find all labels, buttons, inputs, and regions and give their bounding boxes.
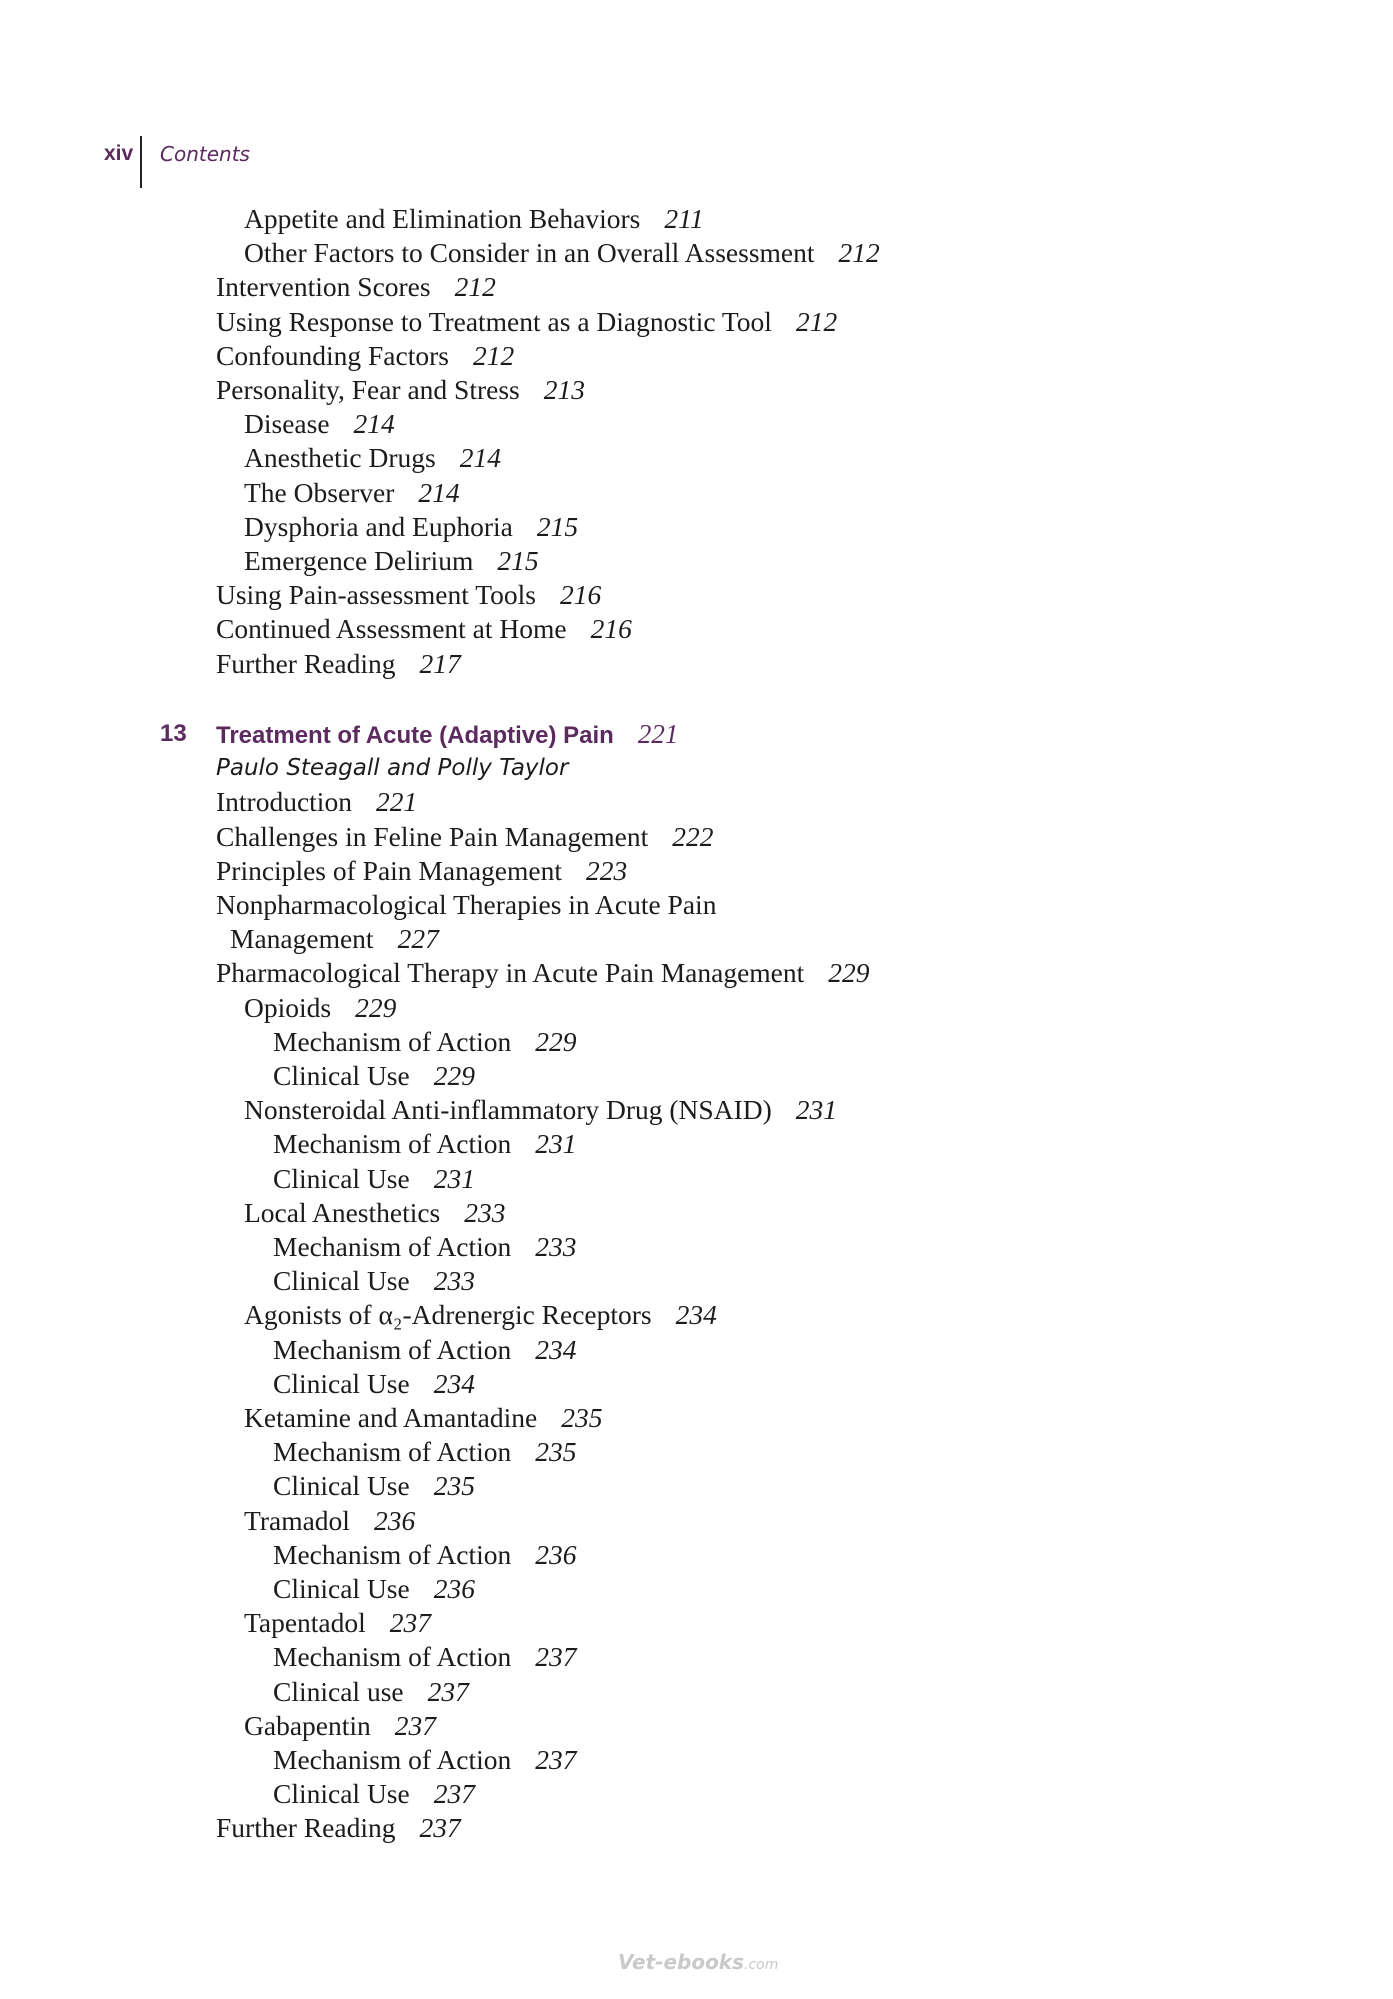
toc-entry-title: Challenges in Feline Pain Management (216, 820, 649, 852)
toc-entry-page: 237 (535, 1744, 577, 1775)
toc-entry[interactable] (216, 888, 716, 922)
toc-entry-page: 214 (418, 476, 460, 508)
toc-entry-page: 215 (497, 545, 539, 576)
toc-entry-title: Dysphoria and Euphoria (244, 510, 513, 542)
toc-entry-title: Tapentadol (244, 1607, 366, 1639)
toc-entry[interactable] (244, 1504, 415, 1538)
toc-entry-page: 211 (664, 203, 704, 234)
toc-entry[interactable] (216, 339, 514, 373)
toc-entry-title: Principles of Pain Management (216, 854, 562, 886)
toc-entry-title: Clinical Use (273, 1778, 410, 1810)
toc-entry-title: Clinical Use (273, 1060, 410, 1091)
toc-entry-title: Mechanism of Action (273, 1025, 512, 1057)
toc-entry[interactable] (216, 820, 714, 854)
chapter-page: 221 (637, 719, 679, 749)
toc-entry-title: Gabapentin (244, 1709, 371, 1741)
toc-entry-page: 215 (536, 510, 579, 542)
toc-entry-page: 236 (373, 1504, 416, 1536)
toc-entry-title: Tramadol (244, 1504, 350, 1536)
toc-entry-title: Agonists of α₂-Adrenergic Receptors (244, 1299, 652, 1331)
toc-entry-title: Management (230, 923, 374, 955)
toc-entry-title: Mechanism of Action (273, 1231, 512, 1262)
toc-entry-page: 229 (535, 1025, 577, 1057)
toc-entry-page: 234 (535, 1333, 577, 1365)
toc-entry-page: 237 (394, 1709, 437, 1741)
toc-entry-title: Nonsteroidal Anti-inflammatory Drug (NSAID) (244, 1094, 772, 1126)
page-number: xiv (104, 142, 134, 165)
toc-entry-title: Ketamine and Amantadine (244, 1402, 538, 1433)
toc-entry-title: Clinical Use (273, 1470, 410, 1502)
toc-entry-title: Using Response to Treatment as a Diagnostic Tool (216, 305, 772, 337)
toc-entry-page: 221 (375, 786, 418, 818)
toc-entry-page: 231 (433, 1162, 475, 1194)
toc-entry-title: Personality, Fear and Stress (216, 374, 520, 405)
toc-entry-page: 233 (433, 1265, 475, 1297)
toc-entry[interactable] (273, 1435, 577, 1469)
toc-entry-page: 237 (427, 1675, 469, 1707)
toc-entry-title: Local Anesthetics (244, 1196, 441, 1228)
toc-entry-page: 222 (672, 820, 714, 852)
toc-entry[interactable] (273, 1538, 577, 1572)
toc-entry-page: 236 (535, 1538, 577, 1570)
toc-entry-page: 236 (433, 1573, 475, 1604)
toc-entry[interactable] (230, 922, 439, 956)
toc-entry-title: Further Reading (216, 647, 396, 679)
toc-entry-title: Other Factors to Consider in an Overall Assessment (244, 237, 815, 269)
toc-entry[interactable] (273, 1675, 469, 1709)
toc-entry[interactable] (244, 1093, 837, 1127)
toc-entry-page: 213 (543, 374, 585, 405)
toc-entry-page: 235 (561, 1402, 603, 1433)
toc-entry[interactable] (273, 1777, 475, 1811)
toc-entry[interactable] (244, 510, 578, 544)
toc-entry-title: Mechanism of Action (273, 1333, 512, 1365)
chapter-title-text: Treatment of Acute (Adaptive) Pain (216, 722, 614, 749)
toc-entry-title: Using Pain-assessment Tools (216, 579, 536, 611)
toc-entry-page: 229 (433, 1060, 475, 1091)
toc-entry[interactable] (216, 373, 585, 407)
toc-entry-title: Disease (244, 408, 330, 440)
toc-entry-page: 212 (838, 237, 880, 269)
toc-entry[interactable] (216, 956, 870, 990)
toc-entry-title: Opioids (244, 991, 332, 1023)
toc-entry-title: Anesthetic Drugs (244, 442, 436, 474)
toc-entry[interactable] (244, 1606, 431, 1640)
toc-entry[interactable] (273, 1127, 577, 1161)
toc-entry[interactable] (244, 1709, 436, 1743)
toc-entry-page: 212 (795, 305, 838, 337)
toc-entry[interactable] (244, 236, 880, 270)
watermark-brand: Vet-ebooks (618, 1950, 745, 1974)
toc-entry-title: Intervention Scores (216, 271, 431, 303)
toc-entry-page: 237 (535, 1641, 577, 1673)
toc-entry-page: 216 (559, 579, 602, 611)
toc-entry-page: 212 (454, 271, 496, 303)
toc-entry-title: Introduction (216, 786, 352, 818)
toc-entry[interactable] (216, 270, 496, 304)
toc-entry-title: Nonpharmacological Therapies in Acute Pain (216, 889, 717, 920)
toc-entry-page: 212 (472, 339, 515, 371)
toc-entry[interactable] (273, 1162, 475, 1196)
toc-entry-title: Mechanism of Action (273, 1744, 512, 1775)
toc-entry[interactable] (216, 612, 632, 646)
toc-entry-page: 237 (419, 1812, 461, 1844)
toc-entry-title: Mechanism of Action (273, 1128, 512, 1160)
toc-entry-title: Confounding Factors (216, 339, 449, 371)
toc-entry[interactable] (216, 305, 837, 339)
toc-entry-page: 237 (389, 1607, 432, 1639)
toc-entry[interactable] (244, 1196, 506, 1230)
toc-entry-page: 229 (355, 991, 397, 1023)
toc-entry[interactable] (216, 647, 461, 681)
toc-entry[interactable] (216, 785, 417, 819)
toc-entry[interactable] (216, 854, 627, 888)
watermark-suffix: .com (744, 1957, 779, 1973)
toc-entry-title: Clinical Use (273, 1573, 410, 1604)
toc-entry-title: Pharmacological Therapy in Acute Pain Management (216, 957, 805, 989)
chapter-title[interactable] (216, 717, 678, 753)
toc-entry[interactable] (273, 1469, 475, 1503)
chapter-number: 13 (160, 720, 187, 747)
toc-entry[interactable] (273, 1059, 475, 1093)
toc-entry[interactable] (273, 1333, 577, 1367)
toc-entry-page: 216 (590, 613, 632, 645)
toc-entry-page: 214 (353, 408, 395, 440)
toc-entry-title: Emergence Delirium (244, 545, 474, 576)
toc-entry-title: Further Reading (216, 1812, 396, 1844)
toc-entry-page: 233 (464, 1196, 506, 1228)
toc-entry-title: The Observer (244, 476, 395, 508)
toc-entry-title: Clinical use (273, 1675, 404, 1707)
toc-entry[interactable] (273, 1264, 475, 1298)
toc-entry-title: Mechanism of Action (273, 1641, 512, 1673)
toc-entry-page: 231 (535, 1128, 577, 1160)
toc-entry-page: 235 (433, 1470, 475, 1502)
toc-entry[interactable] (244, 991, 396, 1025)
running-head: Contents (160, 142, 250, 166)
toc-entry-title: Continued Assessment at Home (216, 613, 567, 645)
toc-entry[interactable] (244, 407, 395, 441)
toc-entry-title: Mechanism of Action (273, 1538, 512, 1570)
toc-entry[interactable] (244, 476, 460, 510)
toc-entry-title: Clinical Use (273, 1162, 410, 1194)
toc-entry[interactable] (244, 202, 704, 236)
toc-entry-page: 229 (828, 957, 870, 989)
toc-entry-title: Appetite and Elimination Behaviors (244, 203, 641, 234)
toc-entry-page: 227 (397, 923, 439, 955)
toc-entry[interactable] (273, 1025, 577, 1059)
toc-entry[interactable] (244, 1401, 603, 1435)
toc-entry-page: 234 (675, 1299, 717, 1331)
toc-entry-page: 237 (433, 1778, 475, 1810)
toc-entry[interactable] (244, 1298, 717, 1332)
toc-entry[interactable] (273, 1743, 577, 1777)
toc-entry-page: 214 (459, 442, 501, 474)
toc-entry-title: Mechanism of Action (273, 1436, 512, 1468)
toc-entry-page: 235 (535, 1436, 577, 1468)
toc-entry[interactable] (273, 1230, 577, 1264)
watermark-logo (618, 1950, 778, 1974)
toc-entry-page: 233 (535, 1231, 577, 1262)
toc-entry-page: 223 (585, 854, 628, 886)
toc-entry[interactable] (244, 544, 539, 578)
toc-entry[interactable] (273, 1640, 577, 1674)
toc-entry[interactable] (216, 578, 601, 612)
toc-entry[interactable] (273, 1572, 475, 1606)
toc-entry[interactable] (273, 1367, 475, 1401)
toc-entry-title: Clinical Use (273, 1367, 410, 1399)
toc-entry-page: 217 (419, 647, 461, 679)
toc-entry[interactable] (216, 1811, 461, 1845)
toc-entry-page: 234 (433, 1367, 475, 1399)
toc-entry[interactable] (244, 441, 501, 475)
chapter-authors: Paulo Steagall and Polly Taylor (216, 755, 569, 782)
toc-entry-page: 231 (795, 1094, 838, 1126)
toc-entry-title: Clinical Use (273, 1265, 410, 1297)
